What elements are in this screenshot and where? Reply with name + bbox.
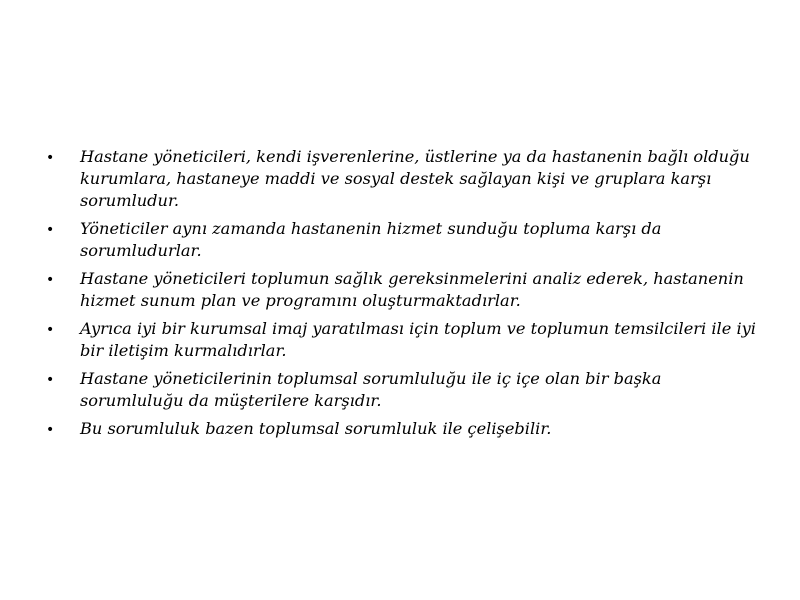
list-item	[46, 268, 766, 312]
bullet-text: Bu sorumluluk bazen toplumsal sorumluluk ile çelişebilir.	[80, 419, 552, 438]
list-item	[46, 368, 766, 412]
bullet-list	[46, 146, 766, 447]
bullet-icon: •	[46, 222, 55, 238]
list-item	[46, 146, 766, 212]
bullet-text: Ayrıca iyi bir kurumsal imaj yaratılması için toplum ve toplumun temsilcileri ile iyi bir iletişim kurmalıdırlar.	[80, 319, 756, 360]
bullet-icon: •	[46, 322, 55, 338]
bullet-icon: •	[46, 150, 55, 166]
bullet-icon: •	[46, 372, 55, 388]
bullet-text: Hastane yöneticileri, kendi işverenlerine, üstlerine ya da hastanenin bağlı olduğu kurumlara, hastaneye maddi ve sosyal destek sağlayan kişi ve gruplara karşı sorumludur.	[80, 147, 750, 210]
list-item	[46, 418, 766, 441]
bullet-icon: •	[46, 422, 55, 438]
bullet-text: Hastane yöneticilerinin toplumsal sorumluluğu ile iç içe olan bir başka sorumluluğu da müşterilere karşıdır.	[80, 369, 662, 410]
bullet-icon: •	[46, 272, 55, 288]
list-item	[46, 318, 766, 362]
list-item	[46, 218, 766, 262]
bullet-text: Hastane yöneticileri toplumun sağlık gereksinmelerini analiz ederek, hastanenin hizmet sunum plan ve programını oluşturmaktadırlar.	[80, 269, 744, 310]
bullet-text: Yöneticiler aynı zamanda hastanenin hizmet sunduğu topluma karşı da sorumludurlar.	[80, 219, 662, 260]
